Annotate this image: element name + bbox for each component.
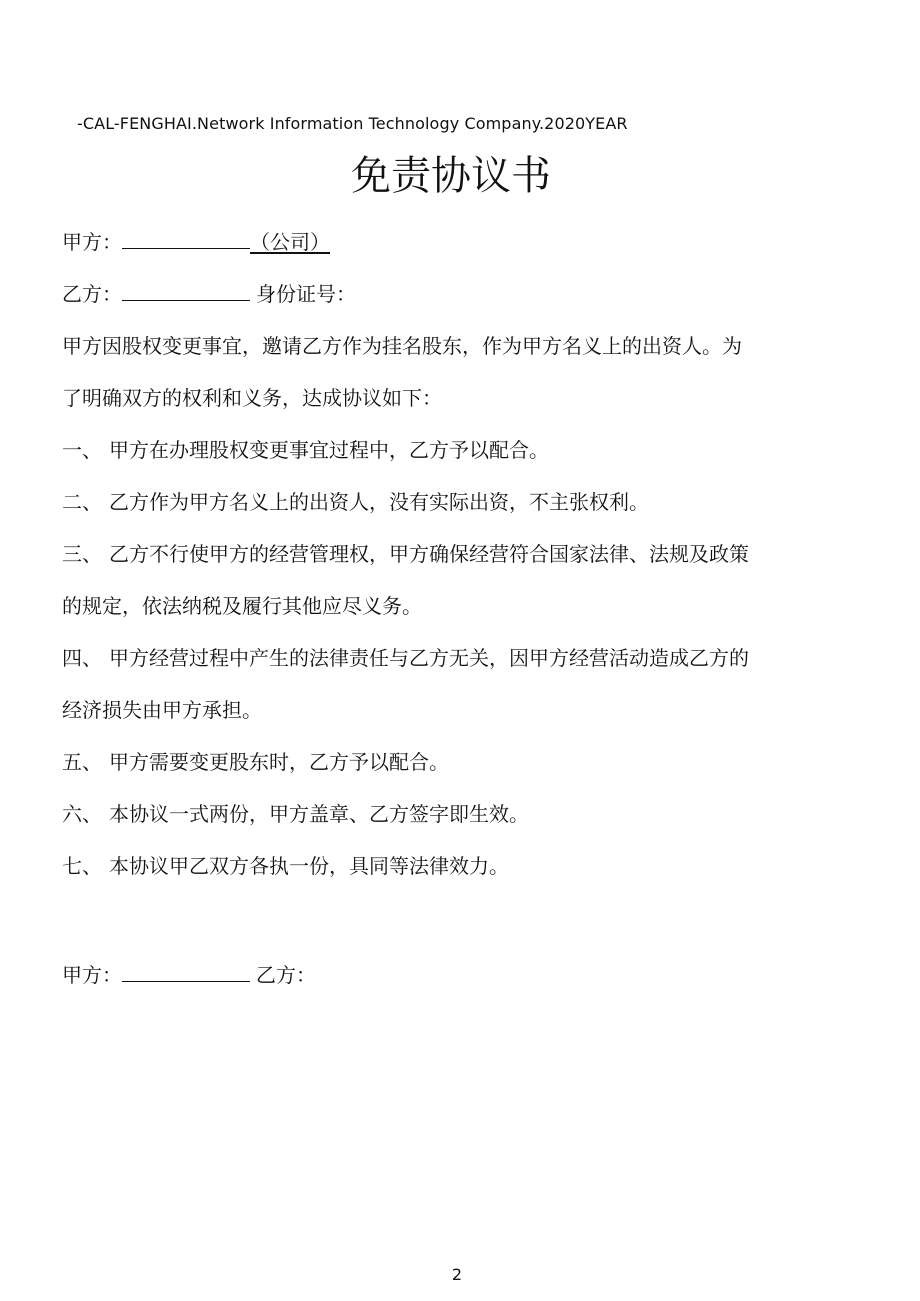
clause-4-continuation: 经济损失由甲方承担。	[62, 698, 262, 722]
clause-text: 本协议甲乙双方各执一份，具同等法律效力。	[109, 854, 509, 878]
clause-text: 甲方在办理股权变更事宜过程中，乙方予以配合。	[109, 438, 549, 462]
clause-number: 二、	[62, 490, 102, 514]
signature-party-a-blank	[122, 963, 250, 982]
clause-text: 乙方不行使甲方的经营管理权，甲方确保经营符合国家法律、法规及政策	[109, 542, 749, 566]
clause-number: 四、	[62, 646, 102, 670]
intro-line-2: 了明确双方的权利和义务，达成协议如下：	[62, 386, 442, 410]
intro-line-1: 甲方因股权变更事宜，邀请乙方作为挂名股东，作为甲方名义上的出资人。为	[62, 334, 742, 358]
clause-number: 五、	[62, 750, 102, 774]
clause-2	[62, 489, 649, 515]
party-b-blank	[122, 282, 250, 301]
clause-text: 甲方需要变更股东时，乙方予以配合。	[109, 750, 449, 774]
clause-text: 甲方经营过程中产生的法律责任与乙方无关，因甲方经营活动造成乙方的	[109, 646, 749, 670]
signature-party-a-label: 甲方：	[62, 963, 122, 987]
clause-number: 六、	[62, 802, 102, 826]
clause-number: 七、	[62, 854, 102, 878]
party-b-label: 乙方：	[62, 282, 122, 306]
document-title: 免责协议书	[351, 153, 551, 199]
party-b-line	[62, 281, 356, 307]
party-b-suffix: 身份证号：	[256, 282, 356, 306]
clause-text: 乙方作为甲方名义上的出资人，没有实际出资，不主张权利。	[109, 490, 649, 514]
clause-7	[62, 853, 509, 879]
clause-number: 三、	[62, 542, 102, 566]
party-a-suffix: （公司）	[250, 230, 330, 254]
party-a-blank	[122, 230, 250, 249]
party-a-label: 甲方：	[62, 230, 122, 254]
clause-5	[62, 749, 449, 775]
clause-number: 一、	[62, 438, 102, 462]
clause-6	[62, 801, 529, 827]
clause-3-continuation: 的规定，依法纳税及履行其他应尽义务。	[62, 594, 422, 618]
page-number: 2	[451, 1265, 463, 1284]
clause-1	[62, 437, 549, 463]
document-header: -CAL-FENGHAI.Network Information Technology Company.2020YEAR	[77, 114, 628, 133]
clause-3	[62, 541, 749, 567]
signature-line	[62, 962, 316, 988]
party-a-line	[62, 229, 330, 255]
clause-text: 本协议一式两份，甲方盖章、乙方签字即生效。	[109, 802, 529, 826]
signature-party-b-label: 乙方：	[256, 963, 316, 987]
clause-4	[62, 645, 749, 671]
